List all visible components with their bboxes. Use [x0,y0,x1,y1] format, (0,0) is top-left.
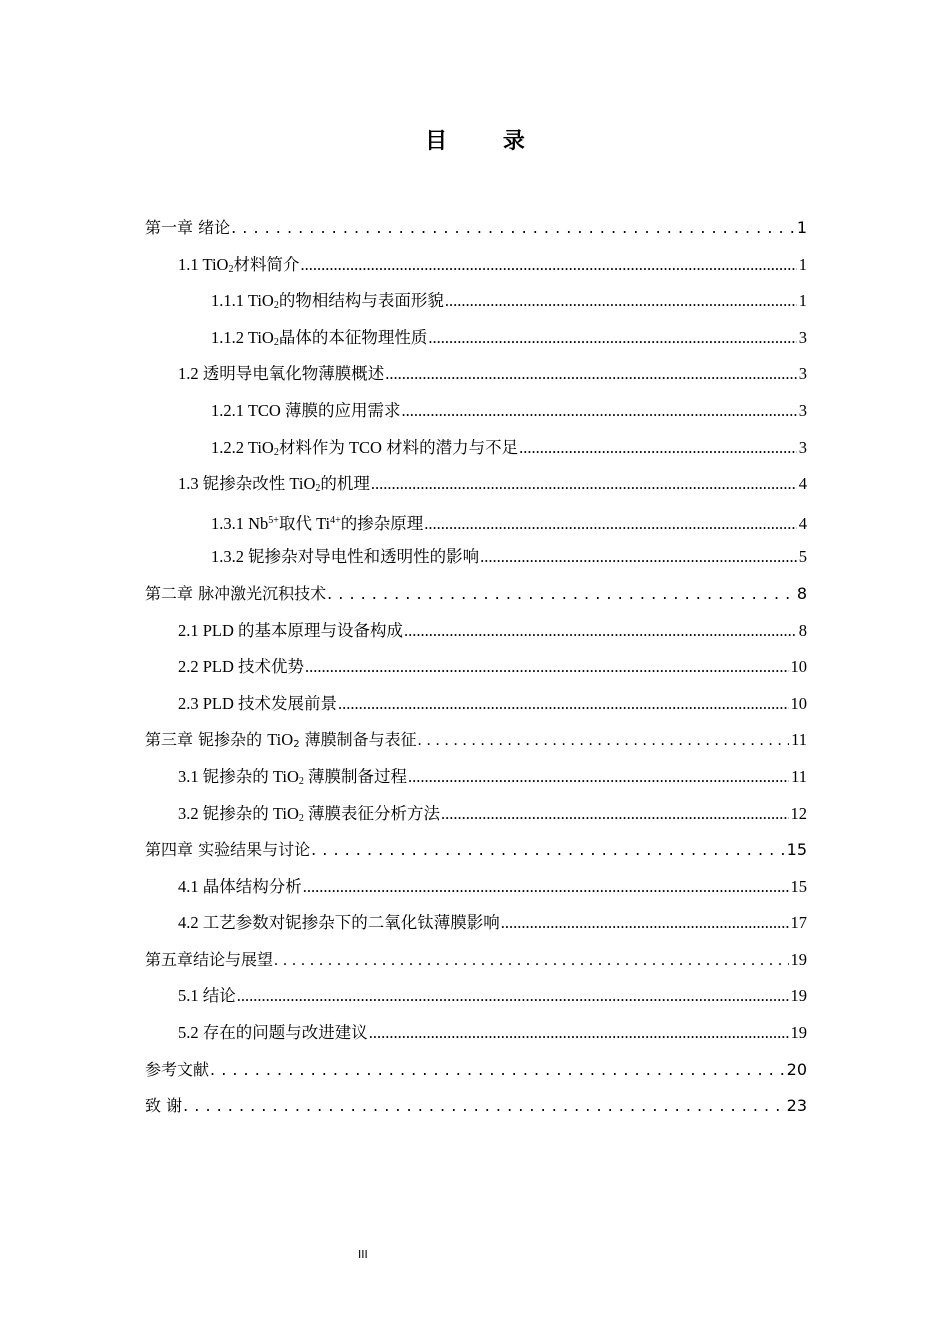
toc-page-number: 23 [786,1096,807,1116]
dot-leader [338,686,788,723]
toc-page-number: 15 [790,876,807,896]
toc-page-number: 10 [790,657,807,677]
toc-page-number: 12 [790,803,807,823]
dot-leader [441,796,789,833]
dot-leader [501,905,789,942]
dot-leader [401,393,796,430]
toc-entry-label: 4.2 工艺参数对铌掺杂下的二氧化钛薄膜影响 [178,913,500,933]
toc-entry-3-1[interactable] [145,759,807,796]
toc-entry-1-2-2[interactable] [145,430,807,467]
toc-entry-label: 第一章 绪论 [145,218,231,237]
dot-leader [424,506,796,543]
dot-leader [327,576,795,613]
dot-leader [305,649,788,686]
toc-entry-label: 1.2.1 TCO 薄膜的应用需求 [211,400,401,420]
toc-entry-chapter-2[interactable] [145,576,807,613]
toc-entry-label: 1.3.2 铌掺杂对导电性和透明性的影响 [211,547,480,567]
toc-entry-5-1[interactable] [145,978,807,1015]
toc-entry-label: 1.2.2 TiO$_2$材料作为 TCO 材料的潜力与不足 [211,437,519,458]
toc-entry-label: 1.3 铌掺杂改性 TiO$_2$的机理 [178,474,370,495]
toc-entry-4-2[interactable] [145,905,807,942]
toc-page-number: 8 [798,620,807,640]
toc-entry-label: 第二章 脉冲激光沉积技术 [145,583,327,603]
toc-entry-label: 5.2 存在的问题与改进建议 [178,1023,368,1043]
toc-entry-label: 1.3.1 $Nb^{5+}$取代 $Ti^{4+}$的掺杂原理 [211,513,424,533]
toc-entry-2-1[interactable] [145,613,807,650]
dot-leader [480,539,797,576]
dot-leader [519,430,797,467]
dot-leader [311,832,785,869]
toc-entry-chapter-3[interactable] [145,722,807,759]
dot-leader [303,869,789,906]
toc-page-number: 19 [790,1023,807,1043]
toc-page-number: 1 [798,254,807,274]
toc-page-number: 3 [798,327,807,347]
toc-entry-1-3-1[interactable] [145,503,807,540]
toc-entry-label: 1.1 TiO$_2$材料简介 [178,254,300,275]
toc-page-number: 19 [790,949,807,969]
toc-entry-label: 致 谢 [145,1096,183,1116]
toc-entry-2-2[interactable] [145,649,807,686]
toc-entry-1-1-1[interactable] [145,283,807,320]
toc-entry-label: 2.1 PLD 的基本原理与设备构成 [178,620,404,640]
dot-leader [369,1015,789,1052]
page-number: III [358,1248,368,1261]
toc-page-number: 17 [790,913,807,933]
dot-leader [408,759,789,796]
toc-page-number: 3 [798,400,807,420]
toc-page-number: 11 [791,730,807,750]
toc-entry-label: 第四章 实验结果与讨论 [145,840,311,860]
dot-leader [445,283,797,320]
toc-entry-1-2[interactable] [145,356,807,393]
toc-entry-label: 第五章结论与展望 [145,949,274,969]
toc-page-number: 15 [786,840,807,860]
toc-entry-1-2-1[interactable] [145,393,807,430]
toc-page-number: 1 [796,218,807,237]
toc-entry-label: 2.2 PLD 技术优势 [178,657,305,677]
dot-leader [418,723,789,760]
toc-entry-1-3[interactable] [145,466,807,503]
toc-entry-label: 3.2 铌掺杂的 TiO$_2$ 薄膜表征分析方法 [178,803,440,824]
table-of-contents [145,210,807,1125]
dot-leader [385,356,797,393]
toc-entry-1-1-2[interactable] [145,320,807,357]
toc-entry-label: 1.1.1 TiO$_2$的物相结构与表面形貌 [211,291,444,312]
toc-entry-label: 第三章 铌掺杂的 TiO$_2$ 薄膜制备与表征 [145,730,417,751]
toc-entry-acknowledgements[interactable] [145,1088,807,1125]
toc-page-number: 11 [791,766,807,786]
page-title: 目 录 [425,129,549,154]
dot-leader [371,466,797,503]
toc-entry-label: 3.1 铌掺杂的 TiO$_2$ 薄膜制备过程 [178,766,407,787]
toc-page-number: 3 [798,437,807,457]
toc-page-number: 8 [796,583,807,603]
toc-entry-label: 5.1 结论 [178,986,236,1006]
toc-entry-label: 参考文献 [145,1059,210,1079]
toc-entry-2-3[interactable] [145,686,807,723]
toc-page-number: 4 [798,474,807,494]
dot-leader [300,247,796,284]
toc-entry-label: 1.2 透明导电氧化物薄膜概述 [178,364,385,384]
toc-entry-1-3-2[interactable] [145,539,807,576]
toc-entry-3-2[interactable] [145,796,807,833]
toc-entry-label: 2.3 PLD 技术发展前景 [178,693,338,713]
dot-leader [237,978,789,1015]
toc-page-number: 5 [798,547,807,567]
dot-leader [274,943,788,980]
toc-entry-chapter-5[interactable] [145,942,807,979]
toc-page-number: 3 [798,364,807,384]
dot-leader [210,1052,785,1089]
toc-entry-label: 1.1.2 TiO$_2$晶体的本征物理性质 [211,327,428,348]
toc-page-number: 20 [786,1059,807,1079]
toc-page-number: 19 [790,986,807,1006]
dot-leader [428,320,796,357]
toc-entry-5-2[interactable] [145,1015,807,1052]
dot-leader [231,210,795,247]
toc-entry-chapter-1[interactable] [145,210,807,247]
toc-entry-references[interactable] [145,1052,807,1089]
dot-leader [404,613,797,650]
toc-entry-1-1[interactable] [145,247,807,284]
dot-leader [183,1088,785,1125]
toc-entry-chapter-4[interactable] [145,832,807,869]
toc-page-number: 10 [790,693,807,713]
toc-page-number: 1 [798,291,807,311]
toc-entry-label: 4.1 晶体结构分析 [178,876,302,896]
toc-entry-4-1[interactable] [145,869,807,906]
toc-page-number: 4 [798,513,807,533]
